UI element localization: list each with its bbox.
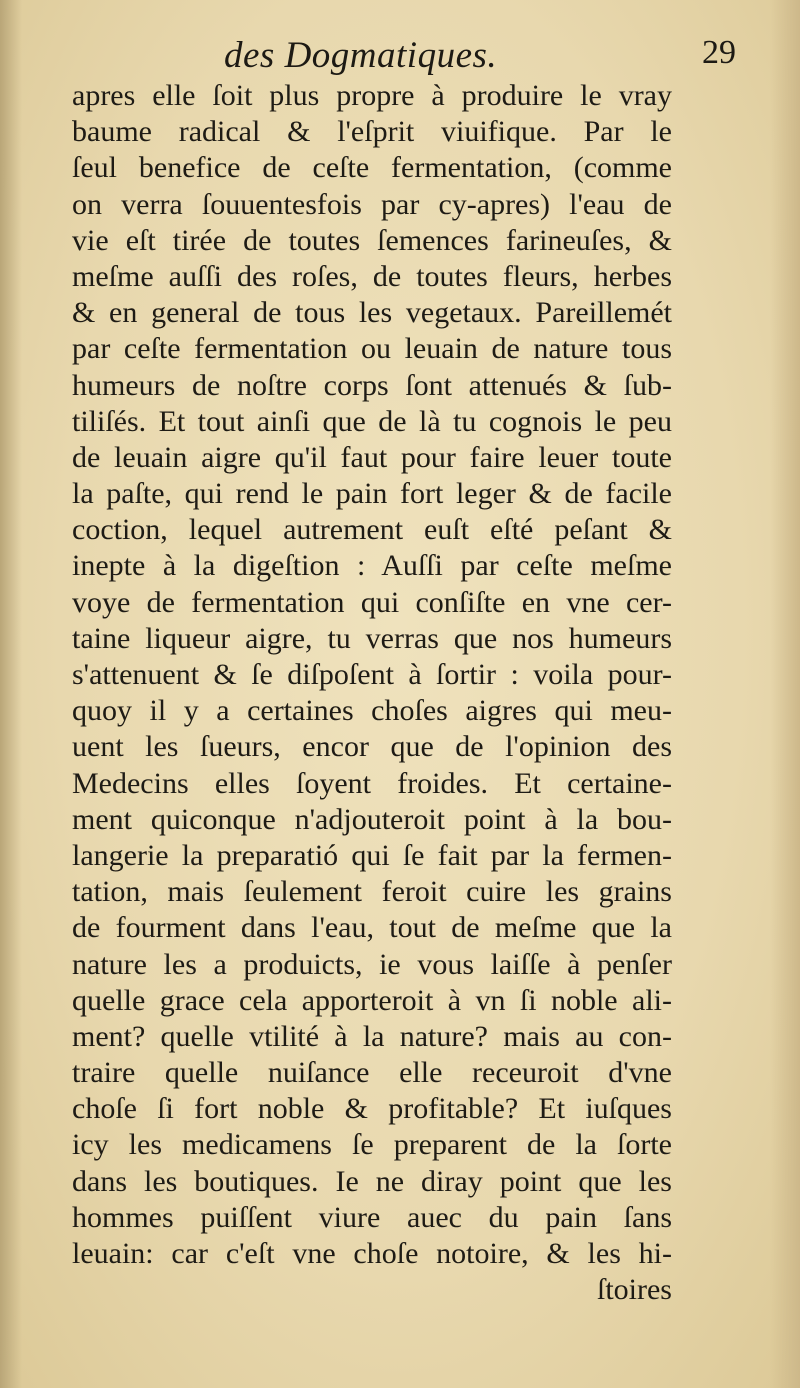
text-line: dans les boutiques. Ie ne diray point que les xyxy=(72,1164,672,1198)
text-line: par ceſte fermentation ou leuain de nature tous xyxy=(72,332,672,366)
text-line: voye de fermentation qui conſiſte en vne cer- xyxy=(72,585,672,619)
text-line: tiliſés. Et tout ainſi que de là tu cognois le peu xyxy=(72,404,672,438)
text-line: choſe ſi fort noble & profitable? Et iuſques xyxy=(72,1092,672,1126)
text-line: meſme auſſi des roſes, de toutes fleurs, herbes xyxy=(72,259,672,293)
text-line: on verra ſouuentesfois par cy-apres) l'eau de xyxy=(72,187,672,221)
text-line: quoy il y a certaines choſes aigres qui meu- xyxy=(72,694,672,728)
text-line: Medecins elles ſoyent froides. Et certaine- xyxy=(72,766,672,800)
text-line: ſeul benefice de ceſte fermentation, (comme xyxy=(72,151,672,185)
text-line: & en general de tous les vegetaux. Pareillemét xyxy=(72,296,672,330)
body-text xyxy=(72,78,672,1308)
text-line: hommes puiſſent viure auec du pain ſans xyxy=(72,1200,672,1234)
text-line: vie eſt tirée de toutes ſemences farineuſes, & xyxy=(72,223,672,257)
gutter-shadow xyxy=(0,0,22,1388)
text-line: de leuain aigre qu'il faut pour faire leuer toute xyxy=(72,440,672,474)
text-line: tation, mais ſeulement feroit cuire les grains xyxy=(72,875,672,909)
text-line: leuain: car c'eſt vne choſe notoire, & les hi- xyxy=(72,1237,672,1270)
text-line: quelle grace cela apporteroit à vn ſi noble ali- xyxy=(72,983,672,1017)
text-line: ſtoires xyxy=(597,1273,672,1307)
page-edge xyxy=(770,0,800,1388)
text-line: icy les medicamens ſe preparent de la ſorte xyxy=(72,1128,672,1162)
text-line: nature les a produicts, ie vous laiſſe à penſer xyxy=(72,947,672,981)
text-line: inepte à la digeſtion : Auſſi par ceſte meſme xyxy=(72,549,672,583)
running-title: des Dogmatiques. xyxy=(224,35,498,76)
text-line: uent les ſueurs, encor que de l'opinion des xyxy=(72,730,672,764)
text-line: coction, lequel autrement euſt eſté peſant & xyxy=(72,513,672,547)
text-line: traire quelle nuiſance elle receuroit d'vne xyxy=(72,1056,672,1090)
text-line: apres elle ſoit plus propre à produire le vray xyxy=(72,79,672,112)
text-line: de fourment dans l'eau, tout de meſme que la xyxy=(72,911,672,945)
text-line: langerie la preparatió qui ſe fait par la fermen- xyxy=(72,838,672,872)
text-line: humeurs de noſtre corps ſont attenués & ſub- xyxy=(72,368,672,402)
text-line: la paſte, qui rend le pain fort leger & de facile xyxy=(72,477,672,511)
text-line: s'attenuent & ſe diſpoſent à ſortir : voila pour- xyxy=(72,658,672,691)
page-number: 29 xyxy=(702,34,736,71)
text-line: baume radical & l'eſprit viuifique. Par le xyxy=(72,115,672,149)
text-line: ment quiconque n'adjouteroit point à la bou- xyxy=(72,802,672,836)
text-line: taine liqueur aigre, tu verras que nos humeurs xyxy=(72,621,672,655)
text-line: ment? quelle vtilité à la nature? mais au con- xyxy=(72,1019,672,1053)
